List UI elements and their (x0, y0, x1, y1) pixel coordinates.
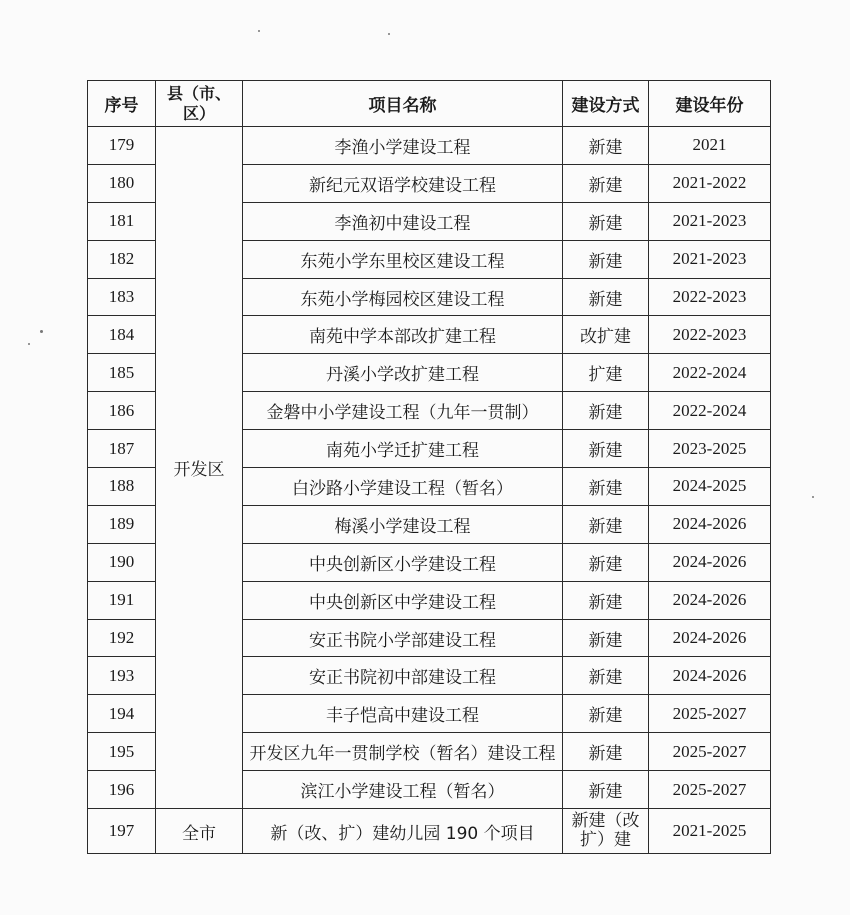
project-name-cell: 白沙路小学建设工程（暂名） (243, 468, 563, 506)
serial-cell: 191 (88, 581, 156, 619)
scan-speck (388, 33, 390, 35)
method-cell: 新建 (563, 164, 649, 202)
project-name-cell: 中央创新区小学建设工程 (243, 543, 563, 581)
serial-cell: 189 (88, 505, 156, 543)
method-cell: 新建 (563, 581, 649, 619)
serial-cell: 195 (88, 733, 156, 771)
serial-cell: 197 (88, 809, 156, 854)
scan-speck (28, 343, 30, 345)
project-name-cell: 开发区九年一贯制学校（暂名）建设工程 (243, 733, 563, 771)
project-name-cell: 东苑小学东里校区建设工程 (243, 240, 563, 278)
serial-cell: 183 (88, 278, 156, 316)
method-cell: 改扩建 (563, 316, 649, 354)
table-header-row (88, 81, 771, 127)
project-name-cell: 东苑小学梅园校区建设工程 (243, 278, 563, 316)
method-cell: 新建 (563, 657, 649, 695)
method-cell: 新建 (563, 430, 649, 468)
year-cell: 2024-2026 (649, 543, 771, 581)
serial-cell: 185 (88, 354, 156, 392)
project-name-cell: 滨江小学建设工程（暂名） (243, 771, 563, 809)
table-row (88, 809, 771, 854)
project-name-cell: 金磐中小学建设工程（九年一贯制） (243, 392, 563, 430)
serial-cell: 180 (88, 164, 156, 202)
method-cell: 新建 (563, 619, 649, 657)
project-name-cell: 南苑中学本部改扩建工程 (243, 316, 563, 354)
serial-cell: 194 (88, 695, 156, 733)
scan-speck (812, 496, 814, 498)
year-cell: 2025-2027 (649, 695, 771, 733)
year-cell: 2025-2027 (649, 733, 771, 771)
project-name-cell: 丰子恺高中建设工程 (243, 695, 563, 733)
method-cell: 新建 (563, 202, 649, 240)
serial-cell: 184 (88, 316, 156, 354)
method-cell: 新建 (563, 240, 649, 278)
serial-cell: 193 (88, 657, 156, 695)
year-cell: 2021-2025 (649, 809, 771, 854)
project-name-cell: 梅溪小学建设工程 (243, 505, 563, 543)
serial-cell: 187 (88, 430, 156, 468)
serial-cell: 186 (88, 392, 156, 430)
serial-cell: 192 (88, 619, 156, 657)
year-cell: 2021-2023 (649, 202, 771, 240)
year-cell: 2024-2026 (649, 619, 771, 657)
method-cell: 新建 (563, 733, 649, 771)
method-cell: 新建 (563, 771, 649, 809)
project-name-cell: 李渔小学建设工程 (243, 127, 563, 165)
project-name-cell: 丹溪小学改扩建工程 (243, 354, 563, 392)
method-cell: 新建（改扩）建 (563, 809, 649, 854)
method-cell: 新建 (563, 695, 649, 733)
table-row (88, 127, 771, 165)
county-cell: 全市 (156, 809, 243, 854)
serial-cell: 196 (88, 771, 156, 809)
method-cell: 新建 (563, 505, 649, 543)
serial-cell: 190 (88, 543, 156, 581)
project-name-cell: 南苑小学迁扩建工程 (243, 430, 563, 468)
method-cell: 新建 (563, 127, 649, 165)
county-cell: 开发区 (156, 127, 243, 809)
project-name-cell: 李渔初中建设工程 (243, 202, 563, 240)
header-year: 建设年份 (649, 81, 771, 127)
serial-cell: 179 (88, 127, 156, 165)
table-body (88, 127, 771, 854)
scan-speck (40, 330, 43, 333)
header-method: 建设方式 (563, 81, 649, 127)
header-serial: 序号 (88, 81, 156, 127)
year-cell: 2023-2025 (649, 430, 771, 468)
year-cell: 2022-2024 (649, 392, 771, 430)
year-cell: 2024-2026 (649, 505, 771, 543)
project-name-cell: 安正书院初中部建设工程 (243, 657, 563, 695)
year-cell: 2022-2023 (649, 278, 771, 316)
year-cell: 2024-2026 (649, 657, 771, 695)
year-cell: 2021-2023 (649, 240, 771, 278)
scan-speck (258, 30, 260, 32)
project-table (87, 80, 771, 854)
serial-cell: 188 (88, 468, 156, 506)
method-cell: 扩建 (563, 354, 649, 392)
year-cell: 2024-2025 (649, 468, 771, 506)
serial-cell: 181 (88, 202, 156, 240)
year-cell: 2021 (649, 127, 771, 165)
header-county: 县（市、区） (156, 81, 243, 127)
method-cell: 新建 (563, 392, 649, 430)
project-name-cell: 安正书院小学部建设工程 (243, 619, 563, 657)
serial-cell: 182 (88, 240, 156, 278)
method-cell: 新建 (563, 278, 649, 316)
year-cell: 2022-2023 (649, 316, 771, 354)
year-cell: 2021-2022 (649, 164, 771, 202)
project-name-cell: 新（改、扩）建幼儿园 190 个项目 (243, 809, 563, 854)
project-name-cell: 中央创新区中学建设工程 (243, 581, 563, 619)
year-cell: 2025-2027 (649, 771, 771, 809)
method-cell: 新建 (563, 468, 649, 506)
year-cell: 2024-2026 (649, 581, 771, 619)
method-cell: 新建 (563, 543, 649, 581)
header-project-name: 项目名称 (243, 81, 563, 127)
project-name-cell: 新纪元双语学校建设工程 (243, 164, 563, 202)
year-cell: 2022-2024 (649, 354, 771, 392)
